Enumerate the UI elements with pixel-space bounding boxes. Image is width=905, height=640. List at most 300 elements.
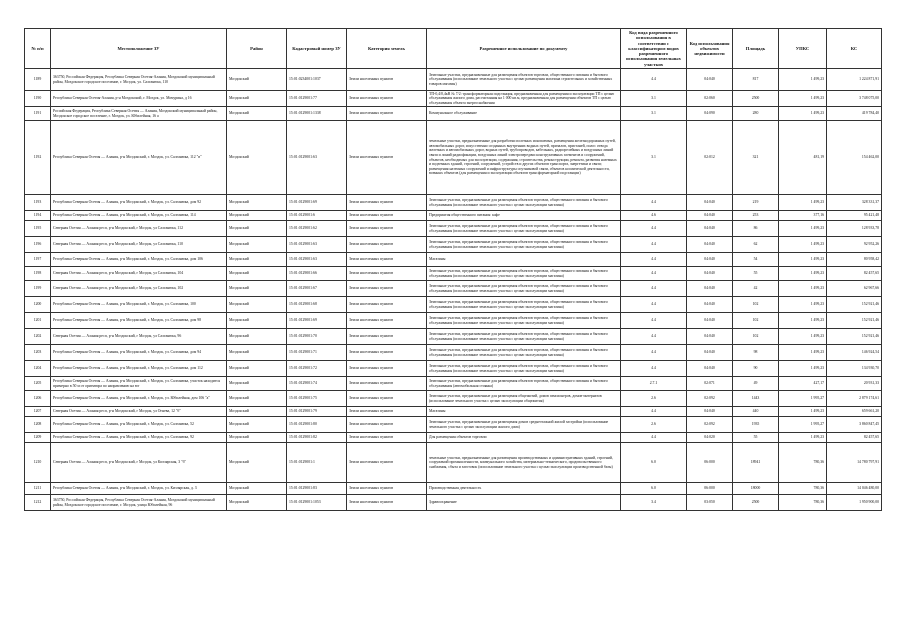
row-use-code: 4.4	[621, 267, 687, 281]
row-use-code: 4.6	[621, 211, 687, 221]
row-number: 1206	[25, 391, 51, 407]
row-object-code: 06:000	[687, 443, 733, 483]
row-upks: 780,36	[779, 483, 827, 495]
row-location: Республика Северная Осетия — Алания, р-н Моздокский, г. Моздок, ул. Салганюка, дом 98	[51, 313, 227, 329]
row-location: Республика Северная Осетия — Алания, р-н Моздокский, г. Моздок, ул. Кизлярская, д. 3	[51, 483, 227, 495]
table-row	[25, 237, 882, 253]
row-upks: 1 499,23	[779, 297, 827, 313]
row-number: 1201	[25, 313, 51, 329]
row-upks: 1 499,23	[779, 407, 827, 417]
header-cadastral-number: Кадастровый номер ЗУ	[287, 29, 347, 69]
row-land-category: Земли населенных пунктов	[347, 211, 427, 221]
row-cadastral-number: 15:01:0129001:82	[287, 433, 347, 443]
row-land-category: Земли населенных пунктов	[347, 91, 427, 107]
row-use-code: 4.4	[621, 253, 687, 267]
row-object-code: 02:012	[687, 121, 733, 195]
row-location: Республика Северная Осетия — Алания, р-н Моздокский, г. Моздок, ул. Салганюка, 100	[51, 297, 227, 313]
row-object-code: 04:040	[687, 297, 733, 313]
row-number: 1205	[25, 377, 51, 391]
row-upks: 1 499,23	[779, 69, 827, 91]
row-district: Моздокский	[227, 495, 287, 511]
row-object-code: 02:060	[687, 91, 733, 107]
table-row	[25, 391, 882, 407]
row-number: 1211	[25, 483, 51, 495]
row-permitted-use: Земельные участки, предназначенные для размещения объектов торговли, общественного питания и бытового обслуживания (использование земельного участка с целью эксплуатации магазина)	[427, 313, 621, 329]
row-upks: 1 499,23	[779, 267, 827, 281]
row-object-code: 04:040	[687, 221, 733, 237]
row-upks: 1 499,23	[779, 253, 827, 267]
row-permitted-use: Предприятия общественного питания: кафе	[427, 211, 621, 221]
row-permitted-use: Земельные участки, предназначенные для размещения общежитий, домов пенсионеров, домов-интернатов (использование земельного участка с целью эксплуатации общежития)	[427, 391, 621, 407]
row-upks: 1 995,27	[779, 391, 827, 407]
row-land-category: Земли населенных пунктов	[347, 69, 427, 91]
row-land-category: Земли населенных пунктов	[347, 443, 427, 483]
row-cadastral-number: 15:01:0129001:80	[287, 417, 347, 433]
table-row	[25, 313, 882, 329]
row-cadastral-number: 15:01:0129001:63	[287, 253, 347, 267]
row-location: Республика Северная Осетия — Алания, р-н Моздокский, г. Моздок, ул. Салганюка, дом 112	[51, 361, 227, 377]
row-area: 90	[733, 361, 779, 377]
row-district: Моздокский	[227, 107, 287, 121]
row-district: Моздокский	[227, 211, 287, 221]
row-number: 1190	[25, 91, 51, 107]
row-object-code: 02:071	[687, 377, 733, 391]
row-ks: 328 331,37	[827, 195, 882, 211]
row-number: 1202	[25, 329, 51, 345]
table-row	[25, 253, 882, 267]
row-upks: 1 499,23	[779, 281, 827, 297]
row-permitted-use: Земельные участки, предназначенные для размещения объектов торговли, общественного питания и бытового обслуживания (использование земельного участка с целью эксплуатации магазина)	[427, 345, 621, 361]
row-use-code: 4.4	[621, 237, 687, 253]
row-ks: 20 931,33	[827, 377, 882, 391]
row-cadastral-number: 15:01:0129001:71	[287, 345, 347, 361]
row-permitted-use: земельные участки, предназначенные для разработки полезных ископаемых, размещения железнодорожных путей, автомобильных дорог, искусственно созданных внутренних водных путей, причалов, пристаней, полос отвода железных и автомобильных дорог, водных путей, трубопроводов, кабельных, радиорелейных и воздушных линий связи и линий радиофикации, воздушных линий электропередачи конструктивных элементов и сооружений, объектов, необходимых для эксплуатации, содержания, строительства, реконструкции, ремонта, развития наземных и подземных зданий, строений, сооружений, устройств и других объектов транспорта, энергетики и связи; размещения наземных сооружений и инфраструктуры спутниковой связи, объектов космической деятельности, военных объектов (для размещения и эксплуатации объектов трансформаторной подстанции)	[427, 121, 621, 195]
row-permitted-use: Земельные участки, предназначенные для размещения домов среднеэтажной жилой застройки (использование земельного участка с целью эксплуатации жилого дома)	[427, 417, 621, 433]
row-location: Республика Северная Осетия — Алания, р-н Моздокский, г. Моздок, ул. Юбилейная, дом 106 "а"	[51, 391, 227, 407]
row-upks: 481,19	[779, 121, 827, 195]
header-use-code: Код вида разрешенного использования в соответствии с классификатором видов разрешенного использования земельных участков	[621, 29, 687, 69]
row-area: 86	[733, 221, 779, 237]
row-use-code: 2.7.1	[621, 377, 687, 391]
row-object-code: 04:040	[687, 211, 733, 221]
row-number: 1210	[25, 443, 51, 483]
row-use-code: 2.6	[621, 391, 687, 407]
row-number: 1191	[25, 107, 51, 121]
row-object-code: 04:040	[687, 407, 733, 417]
row-cadastral-number: 15:01:0129001:74	[287, 377, 347, 391]
row-district: Моздокский	[227, 391, 287, 407]
row-area: 1443	[733, 391, 779, 407]
row-object-code: 04:040	[687, 345, 733, 361]
row-upks: 1 499,23	[779, 433, 827, 443]
table-row	[25, 107, 882, 121]
row-permitted-use: Для размещения объектов торговли	[427, 433, 621, 443]
table-row	[25, 69, 882, 91]
row-district: Моздокский	[227, 297, 287, 313]
row-permitted-use: ТП-0,4/0,4кВ № 7/2: трансформаторная подстанция, предназначенная для размещения и эксплуатации ТП с целью обслуживания жилого дома, рассчитанная на 1 000 кв.м, предназначенная для размещения объектов ТП с целью обслуживания объекта энергоснабжения	[427, 91, 621, 107]
row-permitted-use: земельные участки, предназначенные для размещения производственных и административных зданий, строений, сооружений промышленности, коммунального хозяйства, материально-технического, продовольственного снабжения, сбыта и заготовок (использование земельного участка с целью эксплуатации производственной базы)	[427, 443, 621, 483]
row-cadastral-number: 15:01:0129001:75	[287, 391, 347, 407]
row-use-code: 4.4	[621, 313, 687, 329]
header-district: Район	[227, 29, 287, 69]
row-upks: 780,36	[779, 443, 827, 483]
row-ks: 659 661,20	[827, 407, 882, 417]
row-ks: 14 780 797,91	[827, 443, 882, 483]
table-row	[25, 211, 882, 221]
row-land-category: Земли населенных пунктов	[347, 433, 427, 443]
row-number: 1196	[25, 237, 51, 253]
row-ks: 80 958,42	[827, 253, 882, 267]
table-row	[25, 433, 882, 443]
header-object-code: Код использования объектов недвижимости	[687, 29, 733, 69]
row-land-category: Земли населенных пунктов	[347, 253, 427, 267]
table-row	[25, 407, 882, 417]
row-number: 1195	[25, 221, 51, 237]
row-cadastral-number: 15:01:0129001:72	[287, 361, 347, 377]
table-row	[25, 267, 882, 281]
row-location: Республика Северная Осетия — Алания, р-н Моздокский, г. Моздок, ул. Салганюка, 114	[51, 211, 227, 221]
row-ks: 82 457,65	[827, 267, 882, 281]
table-row	[25, 495, 882, 511]
row-number: 1204	[25, 361, 51, 377]
row-location: Северная Осетия — Алания респ, р-н Моздокский, г Моздок, ул Кизлярская, 3 "б"	[51, 443, 227, 483]
row-permitted-use: Магазины	[427, 407, 621, 417]
table-row	[25, 361, 882, 377]
row-land-category: Земли населенных пунктов	[347, 237, 427, 253]
row-location: Северная Осетия — Алания респ, р-н Моздокский, г Моздок, ул Салганюка, 96	[51, 329, 227, 345]
row-cadastral-number: 15:01:0129001:83	[287, 483, 347, 495]
table-row	[25, 121, 882, 195]
row-ks: 95 421,48	[827, 211, 882, 221]
row-district: Моздокский	[227, 281, 287, 297]
row-ks: 62 967,66	[827, 281, 882, 297]
row-ks: 134 930,70	[827, 361, 882, 377]
row-land-category: Земли населенных пунктов	[347, 407, 427, 417]
row-location: Российская Федерация, Республика Северная Осетия — Алания, Моздокский муниципальный район, Моздокское городское поселение, г. Моздок, ул. Юбилейная, 16 а	[51, 107, 227, 121]
header-ks: КС	[827, 29, 882, 69]
row-use-code: 4.4	[621, 297, 687, 313]
row-permitted-use: Земельные участки, предназначенные для размещения объектов торговли, общественного питания и бытового обслуживания (использование земельного участка с целью размещения магазина строительных и хозяйственных товаров магазин)	[427, 69, 621, 91]
header-location: Местоположение ЗУ	[51, 29, 227, 69]
row-upks: 1 499,23	[779, 313, 827, 329]
row-location: Республика Северная Осетия — Алания, р-н Моздокский, г. Моздок, ул. Салганюка, 52	[51, 417, 227, 433]
row-use-code: 4.4	[621, 433, 687, 443]
row-cadastral-number: 15:01:0129001:77	[287, 91, 347, 107]
row-area: 54	[733, 253, 779, 267]
row-permitted-use: Земельные участки, предназначенные для размещения объектов торговли, общественного питания и бытового обслуживания (использование земельного участка с целью эксплуатации магазина)	[427, 195, 621, 211]
row-ks: 1 224 871,91	[827, 69, 882, 91]
row-object-code: 04:040	[687, 253, 733, 267]
row-use-code: 4.4	[621, 195, 687, 211]
row-area: 49	[733, 377, 779, 391]
row-number: 1203	[25, 345, 51, 361]
row-area: 55	[733, 267, 779, 281]
row-ks: 419 784,40	[827, 107, 882, 121]
table-row	[25, 297, 882, 313]
row-ks: 82 457,65	[827, 433, 882, 443]
row-district: Моздокский	[227, 221, 287, 237]
row-use-code: 4.4	[621, 221, 687, 237]
row-area: 2500	[733, 91, 779, 107]
row-use-code: 4.4	[621, 329, 687, 345]
row-use-code: 3.1	[621, 107, 687, 121]
row-district: Моздокский	[227, 329, 287, 345]
row-district: Моздокский	[227, 345, 287, 361]
row-ks: 128 933,78	[827, 221, 882, 237]
row-cadastral-number: 15:01:0234001:1037	[287, 69, 347, 91]
row-use-code: 4.4	[621, 281, 687, 297]
row-district: Моздокский	[227, 417, 287, 433]
row-location: Республика Северная Осетия — Алания, р-н Моздокский, г. Моздок, ул. Салганюка, дом 92	[51, 195, 227, 211]
row-ks: 14 046 480,00	[827, 483, 882, 495]
row-number: 1207	[25, 407, 51, 417]
row-upks: 1 499,23	[779, 221, 827, 237]
row-area: 817	[733, 69, 779, 91]
row-land-category: Земли населенных пунктов	[347, 221, 427, 237]
row-cadastral-number: 15:01:0129001:69	[287, 313, 347, 329]
row-location: Северная Осетия — Алания респ, р-н Моздокский, г Моздок, ул Салганюка, 104	[51, 267, 227, 281]
row-ks: 152 921,46	[827, 313, 882, 329]
row-land-category: Земли населенных пунктов	[347, 195, 427, 211]
row-permitted-use: Производственная деятельность	[427, 483, 621, 495]
row-ks: 154 462,00	[827, 121, 882, 195]
table-row	[25, 377, 882, 391]
row-district: Моздокский	[227, 483, 287, 495]
row-land-category: Земли населенных пунктов	[347, 121, 427, 195]
row-permitted-use: Земельные участки, предназначенные для размещения объектов торговли, общественного питания и бытового обслуживания (автомобильная стоянка)	[427, 377, 621, 391]
row-cadastral-number: 15:01:0129001:1338	[287, 107, 347, 121]
row-object-code: 02:092	[687, 391, 733, 407]
row-district: Моздокский	[227, 69, 287, 91]
row-object-code: 04:020	[687, 433, 733, 443]
row-number: 1212	[25, 495, 51, 511]
row-upks: 1 995,27	[779, 417, 827, 433]
row-land-category: Земли населенных пунктов	[347, 417, 427, 433]
row-district: Моздокский	[227, 237, 287, 253]
row-area: 55	[733, 433, 779, 443]
header-row	[25, 29, 882, 69]
row-upks: 1 499,23	[779, 345, 827, 361]
row-location: Северная Осетия — Алания респ, р-н Моздокский, г Моздок, ул Салганюка, 102	[51, 281, 227, 297]
row-district: Моздокский	[227, 361, 287, 377]
row-location: Северная Осетия — Алания респ, р-н Моздокский, г Моздок, ул Огнева, 12 "б"	[51, 407, 227, 417]
row-land-category: Земли населенных пунктов	[347, 391, 427, 407]
row-land-category: Земли населенных пунктов	[347, 345, 427, 361]
row-cadastral-number: 15:01:0129001:63	[287, 237, 347, 253]
row-cadastral-number: 15:01:0129001:6	[287, 211, 347, 221]
row-object-code: 04:040	[687, 281, 733, 297]
row-area: 440	[733, 407, 779, 417]
row-upks: 1 499,23	[779, 329, 827, 345]
row-permitted-use: Земельные участки, предназначенные для размещения объектов торговли, общественного питания и бытового обслуживания (использование земельного участка с целью эксплуатации магазина)	[427, 361, 621, 377]
row-permitted-use: Земельные участки, предназначенные для размещения объектов торговли, общественного питания и бытового обслуживания (использование земельного участка с целью эксплуатации магазина)	[427, 281, 621, 297]
row-cadastral-number: 15:01:0129001:67	[287, 281, 347, 297]
row-ks: 2 879 174,61	[827, 391, 882, 407]
row-area: 280	[733, 107, 779, 121]
row-land-category: Земли населенных пунктов	[347, 329, 427, 345]
row-cadastral-number: 15:01:0129001:79	[287, 407, 347, 417]
row-number: 1197	[25, 253, 51, 267]
row-use-code: 6.0	[621, 443, 687, 483]
row-location: Республика Северная Осетия — Алания, р-н Моздокский, г. Моздок, ул. Салганюка, 92	[51, 433, 227, 443]
row-cadastral-number: 15:01:0129001:70	[287, 329, 347, 345]
row-cadastral-number: 15:01:0129001:66	[287, 267, 347, 281]
row-area: 321	[733, 121, 779, 195]
row-cadastral-number: 15:01:0129001:62	[287, 221, 347, 237]
row-use-code: 3.1	[621, 121, 687, 195]
row-district: Моздокский	[227, 407, 287, 417]
row-use-code: 6.0	[621, 483, 687, 495]
row-upks: 1 499,23	[779, 91, 827, 107]
row-number: 1193	[25, 195, 51, 211]
header-permitted-use: Разрешенное использование по документу	[427, 29, 621, 69]
row-object-code: 02:092	[687, 417, 733, 433]
row-permitted-use: Магазины	[427, 253, 621, 267]
row-land-category: Земли населенных пунктов	[347, 361, 427, 377]
row-upks: 1 499,23	[779, 195, 827, 211]
row-number: 1200	[25, 297, 51, 313]
row-upks: 1 499,23	[779, 107, 827, 121]
row-location: Республика Северная Осетия — Алания, р-н Моздокский, г. Моздок, ул. Салганюка, 112 "в"	[51, 121, 227, 195]
row-ks: 1 950 900,00	[827, 495, 882, 511]
row-object-code: 03:050	[687, 495, 733, 511]
row-area: 102	[733, 297, 779, 313]
row-ks: 146 924,54	[827, 345, 882, 361]
row-district: Моздокский	[227, 377, 287, 391]
row-number: 1198	[25, 267, 51, 281]
row-use-code: 4.4	[621, 407, 687, 417]
row-land-category: Земли населенных пунктов	[347, 313, 427, 329]
row-land-category: Земли населенных пунктов	[347, 297, 427, 313]
table-row	[25, 91, 882, 107]
row-upks: 1 499,23	[779, 361, 827, 377]
row-district: Моздокский	[227, 91, 287, 107]
row-location: Республика Северная Осетия — Алания, р-н Моздокский, г. Моздок, ул. Салганюка, дом 94	[51, 345, 227, 361]
row-district: Моздокский	[227, 313, 287, 329]
row-district: Моздокский	[227, 121, 287, 195]
row-object-code: 04:040	[687, 313, 733, 329]
row-area: 219	[733, 195, 779, 211]
table-row	[25, 483, 882, 495]
row-area: 102	[733, 329, 779, 345]
row-object-code: 04:040	[687, 267, 733, 281]
row-cadastral-number: 15:01:0129001:1	[287, 443, 347, 483]
row-number: 1189	[25, 69, 51, 91]
row-object-code: 04:040	[687, 195, 733, 211]
row-number: 1194	[25, 211, 51, 221]
row-land-category: Земли населенных пунктов	[347, 107, 427, 121]
header-land-category: Категория земель	[347, 29, 427, 69]
table-row	[25, 417, 882, 433]
row-permitted-use: Здравоохранение	[427, 495, 621, 511]
row-number: 1209	[25, 433, 51, 443]
row-area: 1935	[733, 417, 779, 433]
row-number: 1208	[25, 417, 51, 433]
row-permitted-use: Земельные участки, предназначенные для размещения объектов торговли, общественного питания и бытового обслуживания (использование земельного участка с целью эксплуатации магазина)	[427, 221, 621, 237]
row-use-code: 4.4	[621, 69, 687, 91]
row-land-category: Земли населенных пунктов	[347, 281, 427, 297]
row-upks: 780,36	[779, 495, 827, 511]
row-permitted-use: Земельные участки, предназначенные для размещения объектов торговли, общественного питания и бытового обслуживания (использование земельного участка с целью эксплуатации магазина)	[427, 297, 621, 313]
row-permitted-use: Земельные участки, предназначенные для размещения объектов торговли, общественного питания и бытового обслуживания (использование земельного участка с целью эксплуатации магазина)	[427, 267, 621, 281]
row-area: 253	[733, 211, 779, 221]
row-location: Северная Осетия — Алания респ, р-н Моздокский, г Моздок, ул Салганюка, 110	[51, 237, 227, 253]
row-object-code: 04:040	[687, 69, 733, 91]
row-location: 363750, Российская Федерация, Республика Северная Осетия-Алания, Моздокский муниципальный район, Моздокское городское поселение, г. Моздок, улица Юбилейная, 96	[51, 495, 227, 511]
row-ks: 3 748 075,00	[827, 91, 882, 107]
row-use-code: 2.6	[621, 417, 687, 433]
row-permitted-use: Коммунальное обслуживание	[427, 107, 621, 121]
row-use-code: 3.4	[621, 495, 687, 511]
row-location: Республика Северная Осетия-Алания, р-н Моздокский, г. Моздок, ул. Мичурина, д 16	[51, 91, 227, 107]
table-row	[25, 281, 882, 297]
row-area: 62	[733, 237, 779, 253]
row-object-code: 06:000	[687, 483, 733, 495]
row-upks: 377,16	[779, 211, 827, 221]
row-district: Моздокский	[227, 433, 287, 443]
table-row	[25, 221, 882, 237]
header-number: № п/п	[25, 29, 51, 69]
cadastral-value-table	[24, 28, 882, 511]
row-upks: 1 499,23	[779, 237, 827, 253]
table-row	[25, 345, 882, 361]
table-row	[25, 329, 882, 345]
row-district: Моздокский	[227, 253, 287, 267]
row-permitted-use: Земельные участки, предназначенные для размещения объектов торговли, общественного питания и бытового обслуживания (использование земельного участка с целью эксплуатации магазина)	[427, 237, 621, 253]
row-cadastral-number: 15:01:0129001:1053	[287, 495, 347, 511]
row-ks: 152 921,46	[827, 297, 882, 313]
row-upks: 427,17	[779, 377, 827, 391]
row-district: Моздокский	[227, 443, 287, 483]
header-area: Площадь	[733, 29, 779, 69]
row-land-category: Земли населенных пунктов	[347, 483, 427, 495]
row-cadastral-number: 15:01:0129001:69	[287, 195, 347, 211]
table-row	[25, 443, 882, 483]
row-district: Моздокский	[227, 267, 287, 281]
row-location: 363750, Российская Федерация, Республика Северная Осетия-Алания, Моздокский муниципальный район, Моздокское городское поселение, г. Моздок, ул. Салганюка, 110	[51, 69, 227, 91]
row-land-category: Земли населенных пунктов	[347, 267, 427, 281]
row-use-code: 4.4	[621, 345, 687, 361]
row-area: 42	[733, 281, 779, 297]
row-area: 98	[733, 345, 779, 361]
row-use-code: 4.4	[621, 361, 687, 377]
row-district: Моздокский	[227, 195, 287, 211]
land-plot-register	[24, 28, 881, 511]
row-ks: 3 860 847,45	[827, 417, 882, 433]
row-number: 1192	[25, 121, 51, 195]
row-area: 18000	[733, 483, 779, 495]
row-object-code: 04:090	[687, 107, 733, 121]
header-upks: УПКС	[779, 29, 827, 69]
row-land-category: Земли населенных пунктов	[347, 377, 427, 391]
row-location: Северная Осетия — Алания респ, р-н Моздокский, г Моздок, ул Салганюка, 112	[51, 221, 227, 237]
row-object-code: 04:040	[687, 329, 733, 345]
table-row	[25, 195, 882, 211]
row-number: 1199	[25, 281, 51, 297]
row-location: Республика Северная Осетия — Алания, р-н Моздокский, г. Моздок, ул. Салганюка, дом 106	[51, 253, 227, 267]
row-permitted-use: Земельные участки, предназначенные для размещения объектов торговли, общественного питания и бытового обслуживания (использование земельного участка с целью эксплуатации магазина)	[427, 329, 621, 345]
row-area: 18941	[733, 443, 779, 483]
row-use-code: 3.1	[621, 91, 687, 107]
row-ks: 152 921,46	[827, 329, 882, 345]
row-cadastral-number: 15:01:0129001:68	[287, 297, 347, 313]
row-area: 2500	[733, 495, 779, 511]
row-object-code: 04:040	[687, 237, 733, 253]
row-area: 102	[733, 313, 779, 329]
row-cadastral-number: 15:01:0129001:63	[287, 121, 347, 195]
row-ks: 92 952,26	[827, 237, 882, 253]
row-location: Республика Северная Осетия — Алания, р-н Моздокский, г. Моздок, ул. Салганюка, участок находится примерно в 50 м от ориентира по направлению на юг	[51, 377, 227, 391]
